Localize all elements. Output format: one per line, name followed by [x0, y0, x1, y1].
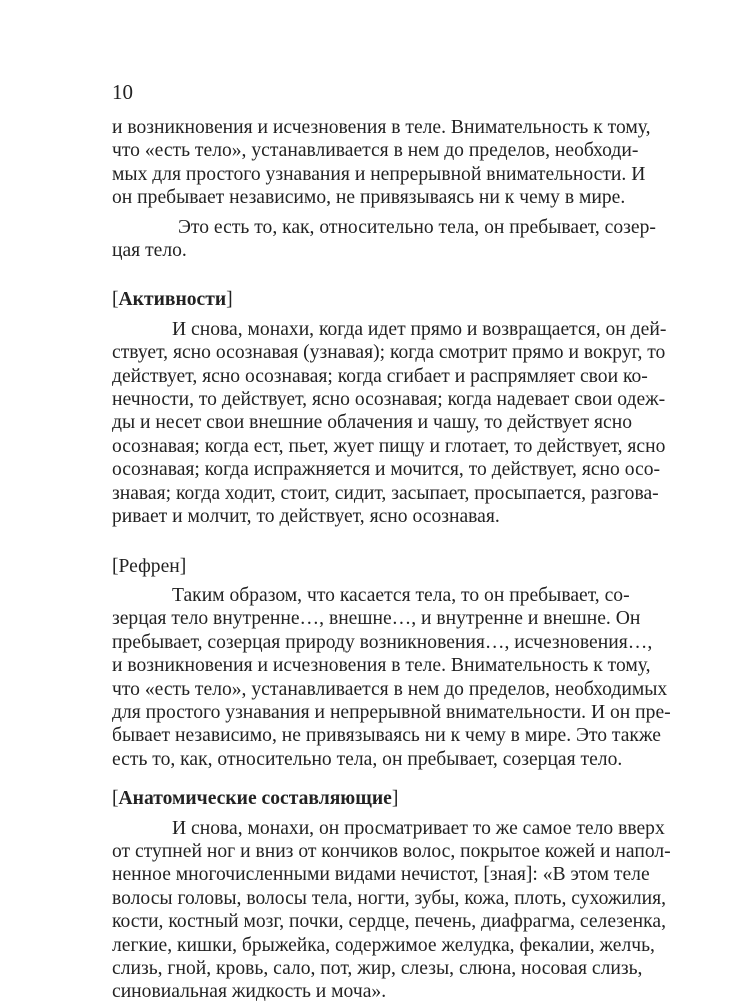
- text-line: волосы головы, волосы тела, ногти, зубы, кожа, плоть, сухожилия,: [112, 887, 667, 909]
- text-line: что «есть тело», устанавливается в нем до пределов, необходи-: [112, 140, 639, 162]
- activity-paragraph: [112, 318, 667, 529]
- text-line: легкие, кишки, брыжейка, содержимое желудка, фекалии, желчь,: [112, 934, 655, 956]
- section-heading-anatomy: [112, 787, 640, 810]
- text-line: осознавая; когда ест, пьет, жует пищу и глотает, то действует, ясно: [112, 435, 666, 457]
- text-line: цая тело.: [112, 240, 187, 262]
- text-line: и возникновения и исчезновения в теле. Внимательность к тому,: [112, 117, 651, 138]
- heading-bracket-close: ]: [226, 289, 233, 311]
- text-line: есть то, как, относительно тела, он пребывает, созерцая тело.: [112, 748, 623, 770]
- refrain-paragraph: [112, 584, 671, 771]
- text-line: Таким образом, что касается тела, то он пребывает, со-: [172, 584, 630, 606]
- section-heading-activity: [112, 288, 640, 311]
- text-line: ненное многочисленными видами нечистот, [зная]: «В этом теле: [112, 864, 650, 886]
- heading-bracket-open: [: [112, 788, 119, 810]
- anatomy-paragraph: [112, 817, 671, 1004]
- text-line: ривает и молчит, то действует, ясно осознавая.: [112, 506, 500, 528]
- text-line: пребывает, созерцая природу возникновения…, исчезновения…,: [112, 631, 653, 653]
- book-page: [112, 78, 671, 1004]
- text-line: слизь, гной, кровь, сало, пот, жир, слезы, слюна, носовая слизь,: [112, 958, 643, 979]
- heading-bracket-open: [: [112, 289, 119, 311]
- text-line: кости, костный мозг, почки, сердце, печень, диафрагма, селезенка,: [112, 911, 666, 933]
- heading-title: Активности: [118, 289, 227, 311]
- text-line: И снова, монахи, он просматривает то же самое тело вверх: [172, 817, 665, 839]
- text-line: И снова, монахи, когда идет прямо и возвращается, он дей-: [172, 318, 667, 340]
- page-number: 10: [112, 80, 133, 104]
- heading-title: Анатомические составляющие: [118, 788, 392, 810]
- text-line: Это есть то, как, относительно тела, он пребывает, созер-: [178, 216, 656, 238]
- text-line: действует, ясно осознавая; когда сгибает и распрямляет свои ко-: [112, 365, 648, 387]
- text-line: бывает независимо, не привязываясь ни к чему в мире. Это также: [112, 725, 661, 747]
- text-line: знавая; когда ходит, стоит, сидит, засыпает, просыпается, разгова-: [112, 482, 659, 504]
- text-line: нечности, то действует, ясно осознавая; когда надевает свои одеж-: [112, 389, 666, 411]
- section-heading-refrain: [Рефрен]: [112, 555, 187, 577]
- intro-conclusion-paragraph: [112, 216, 656, 263]
- text-line: зерцая тело внутренне…, внешне…, и внутренне и внешне. Он: [112, 608, 641, 630]
- text-line: что «есть тело», устанавливается в нем до пределов, необходимых: [112, 678, 668, 700]
- text-line: ды и несет свои внешние облачения и чашу, то действует ясно: [112, 412, 632, 434]
- text-line: от ступней ног и вниз от кончиков волос, покрытое кожей и напол-: [112, 840, 671, 862]
- intro-paragraph: [112, 116, 651, 210]
- text-line: мых для простого узнавания и непрерывной внимательности. И: [112, 163, 646, 185]
- text-line: он пребывает независимо, не привязываясь ни к чему в мире.: [112, 187, 626, 209]
- heading-bracket-close: ]: [391, 788, 399, 810]
- text-line: осознавая; когда испражняется и мочится, то действует, ясно осо-: [112, 459, 661, 481]
- text-line: синовиальная жидкость и моча».: [112, 981, 387, 1003]
- text-line: для простого узнавания и непрерывной внимательности. И он пре-: [112, 701, 671, 723]
- text-line: ствует, ясно осознавая (узнавая); когда смотрит прямо и вокруг, то: [112, 342, 666, 364]
- text-line: и возникновения и исчезновения в теле. Внимательность к тому,: [112, 655, 651, 677]
